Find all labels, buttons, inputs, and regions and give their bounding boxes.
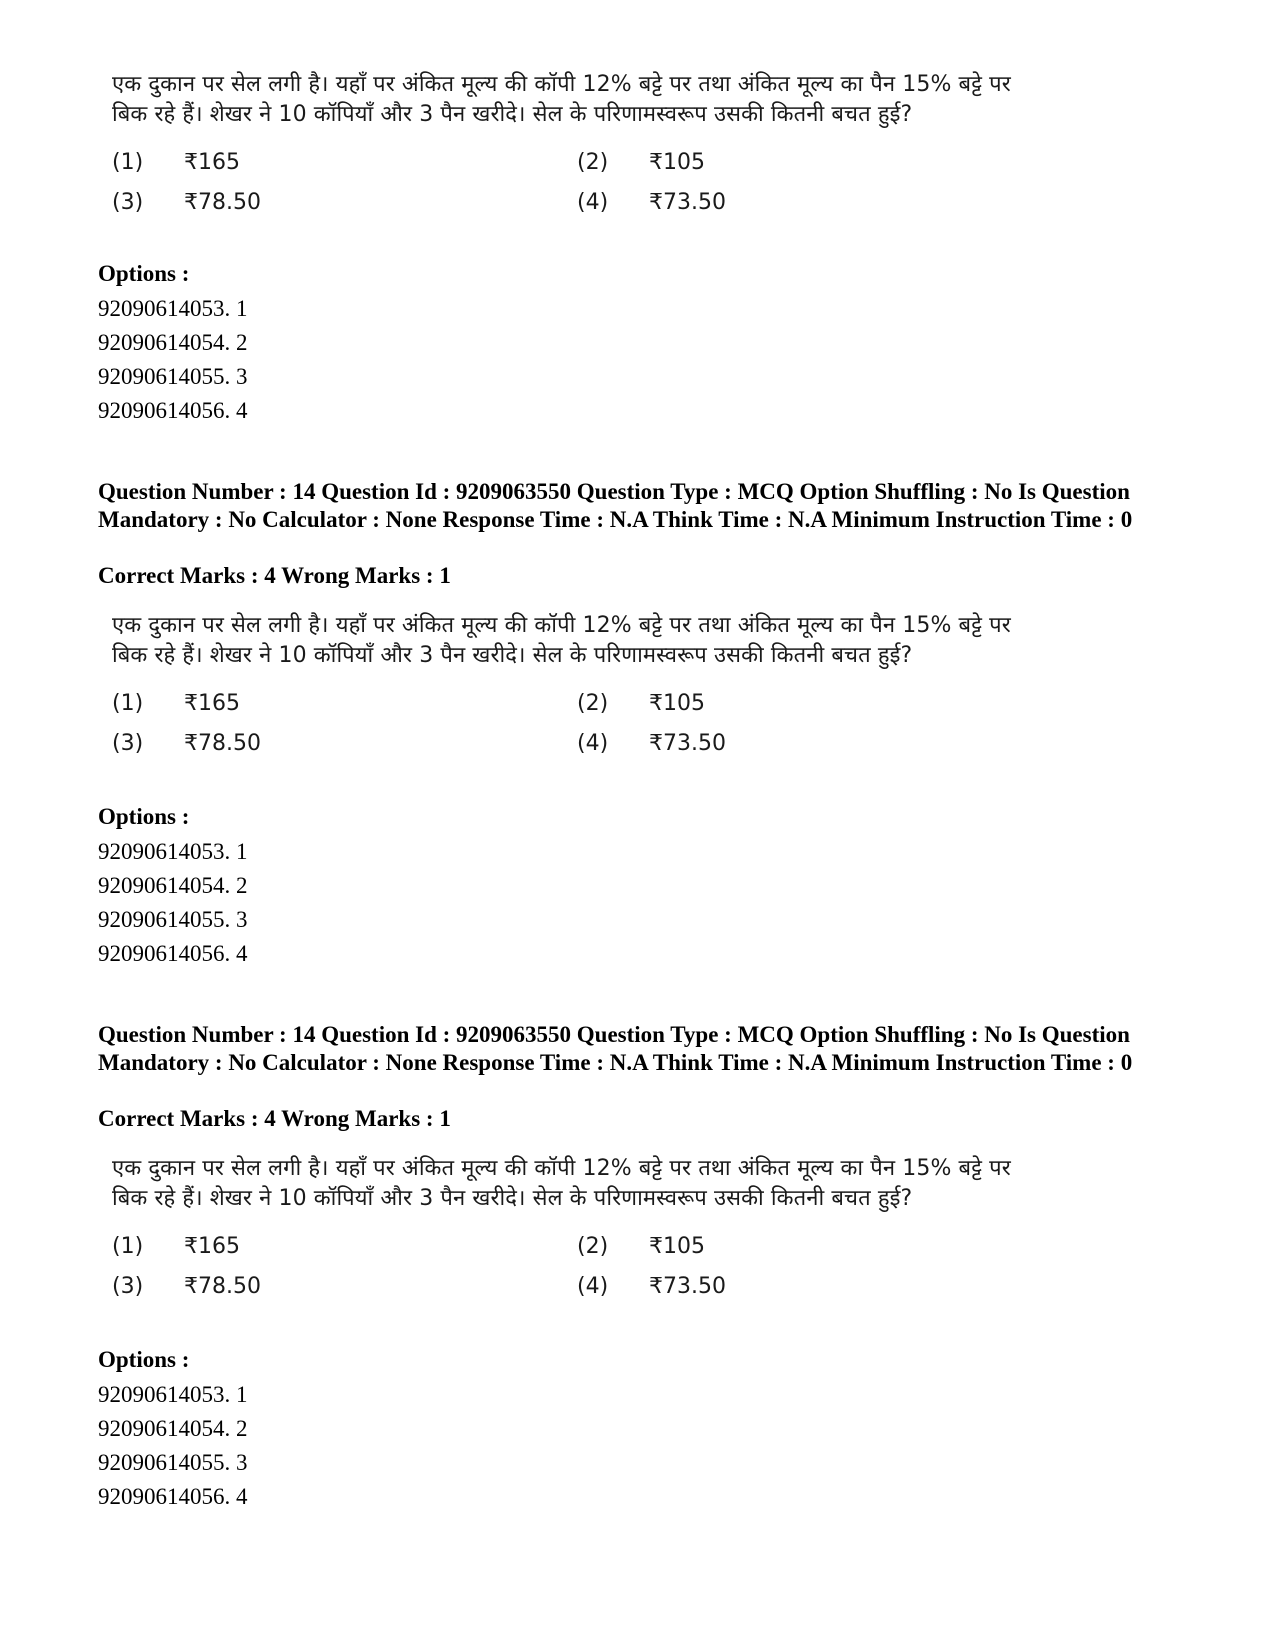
question-image xyxy=(112,70,1112,215)
question-line-2: बिक रहे हैं। शेखर ने 10 कॉपियाँ और 3 पैन खरीदे। सेल के परिणामस्वरूप उसकी कितनी बचत हुई? xyxy=(112,1186,913,1211)
question-line-1: एक दुकान पर सेल लगी है। यहाँ पर अंकित मूल्य की कॉपी 12% बट्टे पर तथा अंकित मूल्य का पैन 15% बट्टे पर xyxy=(112,1156,1011,1181)
choice-value: ₹165 xyxy=(184,1234,240,1259)
option-item: 92090614055. 3 xyxy=(98,364,248,389)
choice-number: (4) xyxy=(577,1274,609,1299)
choice-value: ₹165 xyxy=(184,150,240,175)
option-item: 92090614056. 4 xyxy=(98,941,248,966)
option-item: 92090614056. 4 xyxy=(98,1484,248,1509)
options-heading: Options : xyxy=(98,804,190,829)
question-meta: Question Number : 14 Question Id : 9209063550 Question Type : MCQ Option Shuffling : No Is Question Mandatory : No Calculator : None Response Time : N.A Think Time : N.A Minimum Instruction Time : 0 xyxy=(98,1022,1133,1075)
choice-value: ₹165 xyxy=(184,691,240,716)
option-item: 92090614053. 1 xyxy=(98,296,248,321)
choice-number: (4) xyxy=(577,731,609,756)
option-item: 92090614056. 4 xyxy=(98,398,248,423)
choice-value: ₹73.50 xyxy=(649,731,726,756)
choice-number: (1) xyxy=(112,691,144,716)
choice-value: ₹78.50 xyxy=(184,731,261,756)
options-heading: Options : xyxy=(98,1347,190,1372)
choice-value: ₹105 xyxy=(649,1234,705,1259)
question-line-1: एक दुकान पर सेल लगी है। यहाँ पर अंकित मूल्य की कॉपी 12% बट्टे पर तथा अंकित मूल्य का पैन 15% बट्टे पर xyxy=(112,72,1011,97)
choice-value: ₹105 xyxy=(649,150,705,175)
option-item: 92090614054. 2 xyxy=(98,873,248,898)
choice-number: (2) xyxy=(577,691,609,716)
option-item: 92090614054. 2 xyxy=(98,1416,248,1441)
choice-value: ₹78.50 xyxy=(184,1274,261,1299)
option-item: 92090614054. 2 xyxy=(98,330,248,355)
marks-line: Correct Marks : 4 Wrong Marks : 1 xyxy=(98,563,451,588)
choice-value: ₹105 xyxy=(649,691,705,716)
question-image xyxy=(112,1154,1112,1299)
choice-number: (2) xyxy=(577,1234,609,1259)
choice-number: (1) xyxy=(112,1234,144,1259)
choice-number: (4) xyxy=(577,190,609,215)
marks-line: Correct Marks : 4 Wrong Marks : 1 xyxy=(98,1106,451,1131)
choice-value: ₹78.50 xyxy=(184,190,261,215)
question-meta: Question Number : 14 Question Id : 9209063550 Question Type : MCQ Option Shuffling : No Is Question Mandatory : No Calculator : None Response Time : N.A Think Time : N.A Minimum Instruction Time : 0 xyxy=(98,479,1133,532)
choice-number: (2) xyxy=(577,150,609,175)
choice-number: (3) xyxy=(112,190,144,215)
options-list xyxy=(98,1378,248,1514)
choice-number: (3) xyxy=(112,731,144,756)
options-list xyxy=(98,292,248,428)
question-line-1: एक दुकान पर सेल लगी है। यहाँ पर अंकित मूल्य की कॉपी 12% बट्टे पर तथा अंकित मूल्य का पैन 15% बट्टे पर xyxy=(112,613,1011,638)
options-heading: Options : xyxy=(98,261,190,286)
choice-number: (1) xyxy=(112,150,144,175)
option-item: 92090614055. 3 xyxy=(98,1450,248,1475)
question-line-2: बिक रहे हैं। शेखर ने 10 कॉपियाँ और 3 पैन खरीदे। सेल के परिणामस्वरूप उसकी कितनी बचत हुई? xyxy=(112,643,913,668)
choice-value: ₹73.50 xyxy=(649,190,726,215)
option-item: 92090614055. 3 xyxy=(98,907,248,932)
options-list xyxy=(98,835,248,971)
option-item: 92090614053. 1 xyxy=(98,839,248,864)
option-item: 92090614053. 1 xyxy=(98,1382,248,1407)
question-image xyxy=(112,611,1112,756)
choice-number: (3) xyxy=(112,1274,144,1299)
choice-value: ₹73.50 xyxy=(649,1274,726,1299)
question-line-2: बिक रहे हैं। शेखर ने 10 कॉपियाँ और 3 पैन खरीदे। सेल के परिणामस्वरूप उसकी कितनी बचत हुई? xyxy=(112,102,913,127)
